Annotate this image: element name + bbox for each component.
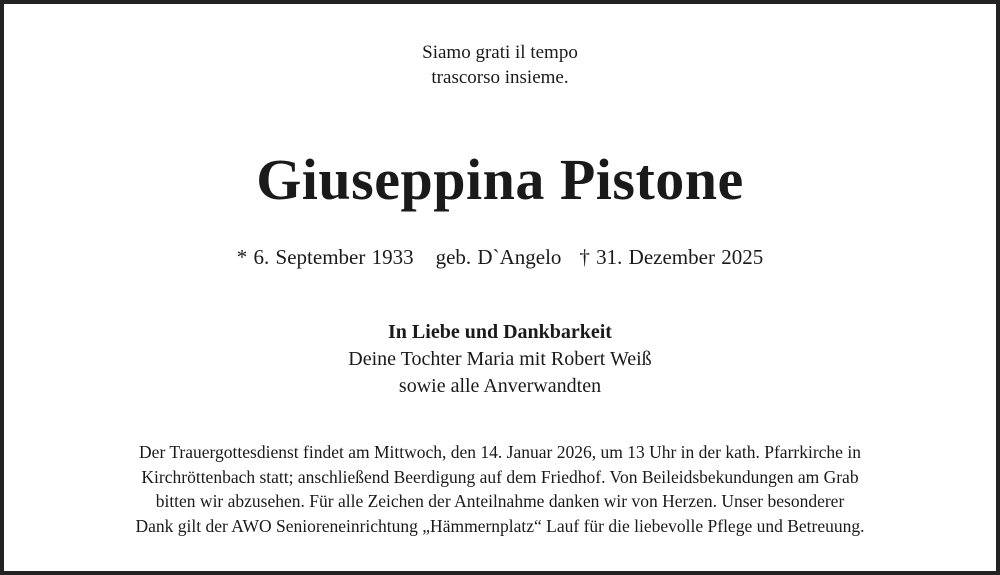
motto-line-1: Siamo grati il tempo xyxy=(422,42,578,63)
service-line-4: Dank gilt der AWO Senioreneinrichtung „Hämmernplatz“ Lauf für die liebevolle Pflege und Betreuung. xyxy=(135,515,865,536)
service-line-2: Kirchröttenbach statt; anschließend Beerdigung auf dem Friedhof. Von Beileidsbekundungen am Grab xyxy=(141,466,859,487)
death-date: † 31. Dezember 2025 xyxy=(579,245,764,269)
birth-date: * 6. September 1933 xyxy=(236,245,414,269)
mourners-line-2: sowie alle Anverwandten xyxy=(398,375,602,397)
service-line-1: Der Trauergottesdienst findet am Mittwoch, den 14. Januar 2026, um 13 Uhr in der kath. Pfarrkirche in xyxy=(139,442,861,462)
maiden-name: geb. D`Angelo xyxy=(435,245,562,269)
service-line-3: bitten wir abzusehen. Für alle Zeichen der Anteilnahme danken wir von Herzen. Unser besonderer xyxy=(155,491,845,511)
deceased-name: Giuseppina Pistone xyxy=(256,147,744,212)
service-details xyxy=(4,440,996,538)
life-dates xyxy=(4,242,996,272)
mourners-heading: In Liebe und Dankbarkeit xyxy=(388,321,612,343)
motto-line-2: trascorso insieme. xyxy=(431,67,569,88)
motto xyxy=(4,40,996,90)
mourners-line-1: Deine Tochter Maria mit Robert Weiß xyxy=(348,348,652,370)
mourners xyxy=(4,319,996,400)
